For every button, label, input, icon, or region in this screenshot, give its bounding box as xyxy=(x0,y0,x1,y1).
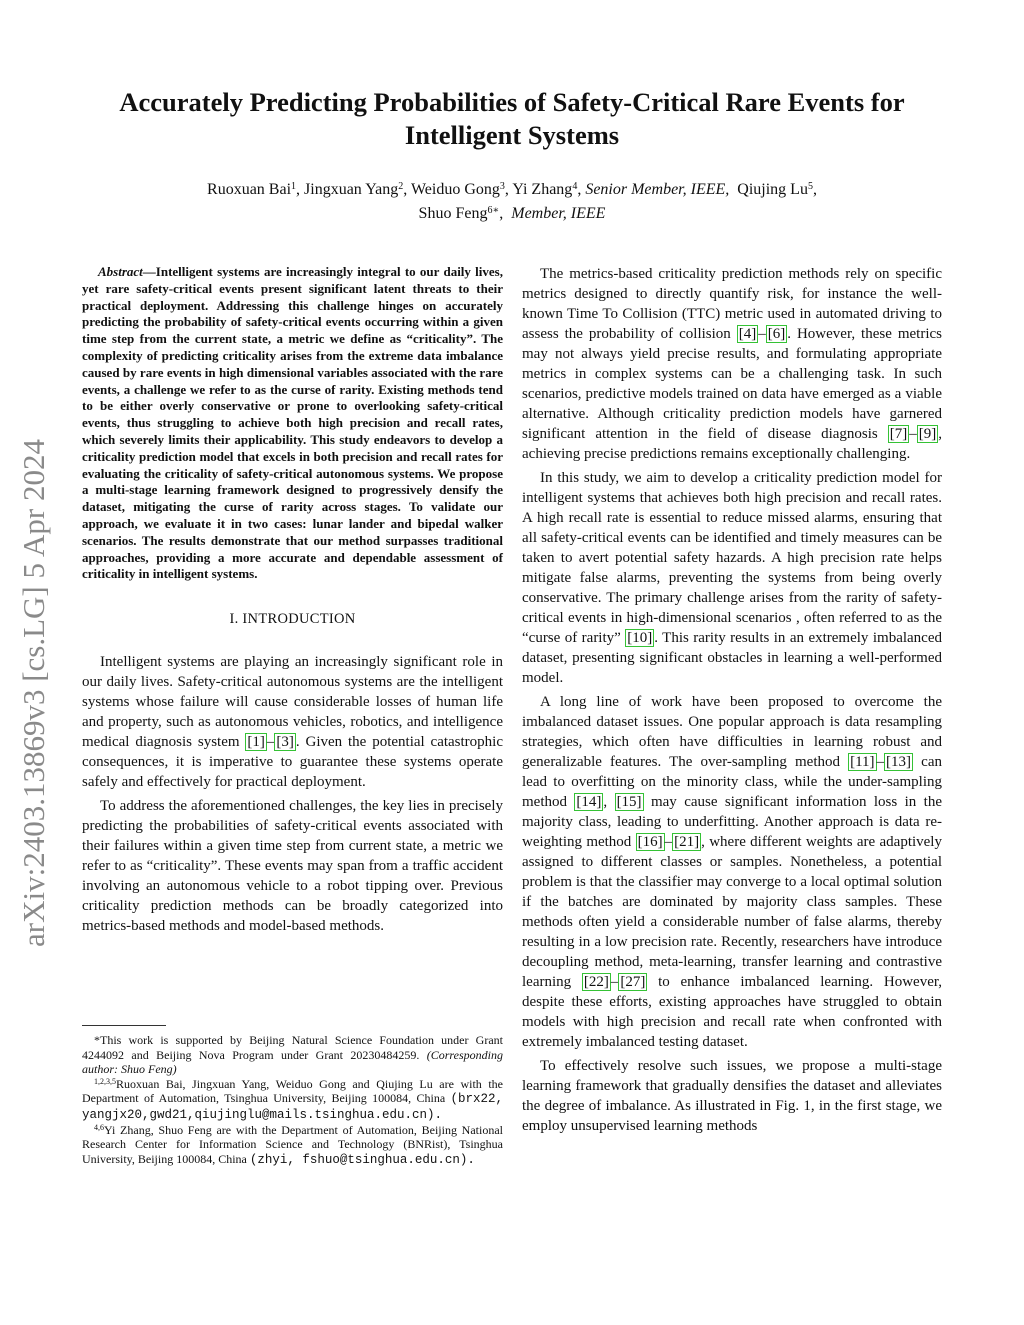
author-name: Shuo Feng xyxy=(418,205,488,222)
citation-link[interactable]: [9] xyxy=(918,426,937,442)
author-affil: 1 xyxy=(291,181,297,192)
author-role: Member, IEEE xyxy=(511,205,606,222)
author-name: Weiduo Gong xyxy=(410,181,500,198)
citation-link[interactable]: [4] xyxy=(738,326,757,342)
author-name: Jingxuan Yang xyxy=(304,181,399,198)
author-affil: 6∗ xyxy=(487,205,500,216)
body-paragraph: To effectively resolve such issues, we propose a multi-stage learning framework that gradually densifies the dataset and alleviates the degree of imbalance. As illustrated in Fig. 1, in the first stage, we employ unsupervised learning methods xyxy=(522,1058,942,1134)
author-affil: 2 xyxy=(398,181,404,192)
section-heading: I. INTRODUCTION xyxy=(229,611,356,628)
intro-paragraph: Intelligent systems are playing an increasingly significant role in our daily lives. Safety-critical autonomous systems are the intelligent systems whose failure will cause considerable losses of human life and property, such as autonomous vehicles, robotics, and intelligence medical diagnosis system [1] – [3] . Given the potential catastrophic consequences, it is imperative to guarantee these systems operate safely and effectively for practical deployment. xyxy=(82,654,504,791)
citation-link[interactable]: [6] xyxy=(767,326,786,342)
citation-link[interactable]: [1] xyxy=(247,734,265,751)
author-name: Yi Zhang xyxy=(512,181,573,198)
citation-link[interactable]: [3] xyxy=(276,734,294,751)
body-paragraph: The metrics-based criticality prediction methods rely on specific metrics designed to directly quantify risk, for instance the well-known Time To Collision (TTC) metric used in automated driving to assess the probability of collision [4] – [6] . However, these metrics may not always yield precise results, and formulating appropriate metrics in complex systems can be a challenging task. In such scenarios, predictive models trained on data have emerged as a viable alternative. Although criticality prediction models have garnered significant attention in the field of disease diagnosis [7] – [9] , achieving precise predictions remains exceptionally challenging. xyxy=(522,266,942,462)
right-column xyxy=(522,264,942,1140)
citation-link[interactable]: [14] xyxy=(576,794,602,810)
citation-link[interactable]: [7] xyxy=(889,426,908,442)
email-list: (brx22, yangjx20,gwd21,qiujinglu@mails.tsinghua.edu.cn). xyxy=(82,1092,503,1122)
citation-link[interactable]: [21] xyxy=(674,834,700,850)
citation-link[interactable]: [10] xyxy=(627,630,653,646)
citation-link[interactable]: [16] xyxy=(637,834,663,850)
author-name: Qiujing Lu xyxy=(737,181,808,198)
affiliation-footnote: $^{1,2,3,5}$Ruoxuan Bai, Jingxuan Yang, Weiduo Gong and Qiujing Lu are with the Department of Automation, Tsinghua University, Beijing 100084, China (brx22, yangjx20,gwd21,qiujinglu@mails.tsinghua.edu.cn). xyxy=(82,1076,503,1122)
body-paragraph: A long line of work have been proposed to overcome the imbalanced dataset issues. One popular approach is data resampling strategies, which often have difficulties in learning robust and generalizable features. The over-sampling method [11] – [13] can lead to overfitting on the minority class, while the under-sampling method [14] , [15] may cause significant information loss in the majority class, leading to underfitting. Another approach is data re-weighting method [16] – [21] , where different weights are adaptively assigned to different classes or samples. Nonetheless, a potential problem is that the classifier may converge to a local optimal solution if the batches are dominated by majority class samples. These methods often yield a considerable number of false alarms, thereby resulting in a low precision rate. Recently, researchers have introduce decoupling method, meta-learning, transfer learning and contrastive learning [22] – [27] to enhance imbalanced learning. However, despite these efforts, existing approaches have struggled to obtain models with high precision and recall rate when confronted with extremely imbalanced testing dataset. xyxy=(522,694,943,1050)
citation-link[interactable]: [15] xyxy=(616,794,642,810)
citation-link[interactable]: [13] xyxy=(886,754,912,770)
footnotes xyxy=(82,1033,503,1167)
citation-link[interactable]: [27] xyxy=(620,974,646,990)
funding-footnote: *This work is supported by Beijing Natural Science Foundation under Grant 4244092 and Beijing Nova Program under Grant 20230484259. (Corresponding author: Shuo Feng) xyxy=(82,1033,503,1077)
citation-link[interactable]: [11] xyxy=(850,754,875,770)
abstract xyxy=(82,264,503,583)
affiliation-footnote: $^{4,6}$Yi Zhang, Shuo Feng are with the Department of Automation, Beijing National Research Center for Information Science and Technology (BNRist), Tsinghua University, Beijing 100084, China (zhyi, fshuo@tsinghua.edu.cn). xyxy=(82,1122,503,1167)
body-paragraph: In this study, we aim to develop a criticality prediction model for intelligent systems that achieves both high precision and recall rates. A high recall rate is essential to reduce missed alarms, ensuring that all safety-critical events can be identified and timely measures can be taken to avert potential safety hazards. A high precision rate helps mitigate false alarms, preventing the systems from being overly conservative. The primary challenge arises from the rarity of safety-critical events in high-dimensional scenarios , often referred to as the “curse of rarity” [10] . This rarity results in an extremely imbalanced dataset, presenting significant obstacles in learning a well-performed model. xyxy=(522,470,942,686)
author-affil: 4 xyxy=(572,181,578,192)
left-column xyxy=(82,264,503,940)
abstract-label: Abstract xyxy=(98,264,143,279)
author-name: Ruoxuan Bai xyxy=(207,181,292,198)
author-affil: 5 xyxy=(807,181,813,192)
author-affil: 3 xyxy=(499,181,505,192)
footnote-rule xyxy=(82,1025,166,1026)
author-list: Ruoxuan Bai$^1$, Jingxuan Yang$^2$, Weiduo Gong$^3$, Yi Zhang$^4$, Senior Member, IEEE, Qiujing Lu$^5$, Shuo Feng$^{6∗}$, Member, IEEE xyxy=(207,181,817,222)
email-list: (zhyi, fshuo@tsinghua.edu.cn). xyxy=(249,1152,475,1167)
abstract-text: —Intelligent systems are increasingly integral to our daily lives, yet rare safety-critical events present significant latent threats to their practical deployment. Addressing this challenge hinges on accurately predicting the probability of safety-critical events occurring within a given time step from the current state, a metric we define as “criticality”. The complexity of predicting criticality arises from the extreme data imbalance caused by rare events in high dimensional variables associated with the rare events, a challenge we refer to as the curse of rarity. Existing methods tend to be either overly conservative or prone to overlooking safety-critical events, thus struggling to achieve both high precision and recall rates, which severely limits their applicability. This study endeavors to develop a criticality prediction model that excels in both precision and recall rates for evaluating the criticality of safety-critical autonomous systems. We propose a multi-stage learning framework designed to progressively densify the dataset, mitigating the curse of rarity across stages. To validate our approach, we evaluate it in two cases: lunar lander and bipedal walker scenarios. The results demonstrate that our method surpasses traditional approaches, providing a more accurate and dependable assessment of criticality in intelligent systems. xyxy=(82,264,503,582)
paper-title: Accurately Predicting Probabilities of Safety-Critical Rare Events for Intelligent Systems xyxy=(119,87,905,150)
citation-link[interactable]: [22] xyxy=(583,974,609,990)
author-role: Senior Member, IEEE, xyxy=(585,181,730,198)
intro-paragraph: To address the aforementioned challenges, the key lies in precisely predicting the probabilities of safety-critical events associated with their failures within a given time step from current state, a metric we refer to as “criticality”. These events may span from a traffic accident involving an autonomous vehicle to a robot tipping over. Previous criticality prediction methods can be broadly categorized into metrics-based methods and model-based methods. xyxy=(82,798,503,935)
arxiv-stamp: arXiv:2403.13869v3 [cs.LG] 5 Apr 2024 xyxy=(16,439,51,947)
